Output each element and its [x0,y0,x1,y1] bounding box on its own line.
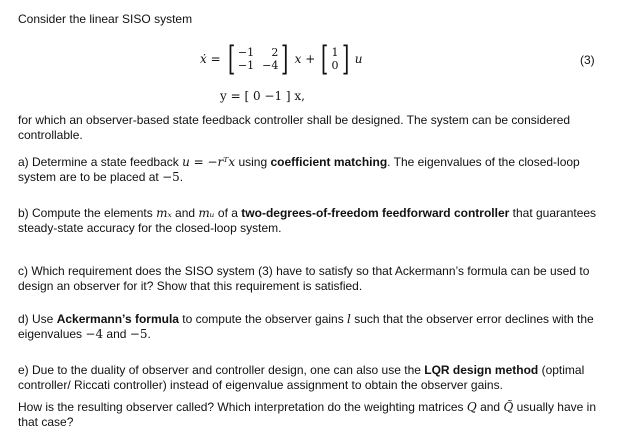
part-a-post2: . [179,170,184,184]
a12: 2 [271,46,279,59]
intro-text: Consider the linear SISO system [18,12,193,26]
part-a-feedback-law: u = −rᵀx [182,155,236,169]
equation-number: (3) [580,53,595,67]
context-text: for which an observer-based state feedback controller shall be designed. The system can be considered controllable. [18,113,571,142]
part-a-eigenvalue: −5 [162,170,180,184]
part-b-post: that guarantees steady-state accuracy for the closed-loop system. [18,206,597,235]
part-e-q: Q [466,400,477,414]
part-d-post2: . [147,327,151,341]
b1: 1 [331,46,339,59]
part-d-l: l [347,312,351,326]
part-b-bold: two-degrees-of-freedom feedforward controller [241,206,510,220]
part-a-mid: using [235,155,271,169]
part-e-pre: e) Due to the duality of observer and controller design, one can also use the [18,363,425,377]
part-d-e2: −5 [129,327,148,341]
input-term: u [354,52,363,66]
part-a [18,155,614,185]
b2: 0 [331,59,339,72]
part-b-and: and [171,206,199,220]
part-b-mu: mᵤ [198,206,215,220]
part-b-pre: b) Compute the elements [18,206,157,220]
part-d-post1: such that the observer error declines with the eigenvalues [18,312,594,341]
part-d-bold: Ackermann’s formula [56,312,179,326]
part-e-qtilde: Q̃ [503,400,514,414]
right-bracket-icon: ] [281,39,289,79]
part-e-question [18,400,614,430]
input-vector-b [332,46,339,72]
output-equation: y = [ 0 −1 ] x, [220,89,305,103]
part-d-mid: to compute the observer gains [178,312,348,326]
left-bracket-icon: [ [227,39,235,79]
a11: −1 [237,46,255,59]
part-a-pre: a) Determine a state feedback [18,155,183,169]
left-bracket-icon: [ [321,39,329,79]
part-e [18,363,614,393]
part-d-e1: −4 [85,327,104,341]
state-equation-lhs: ẋ = [200,52,221,66]
part-e-q-pre: How is the resulting observer called? Which interpretation do the weighting matrices [18,400,467,414]
part-e-bold: LQR design method [424,363,539,377]
part-c: c) Which requirement does the SISO system (3) have to satisfy so that Ackermann’s formula can be used to design an observer for it? Show that this requirement is satisfied. [18,264,590,293]
part-e-post: (optimal controller/ Riccati controller) instead of eigenvalue assignment to obtain the observer gains. [18,363,585,392]
part-e-q-post: usually have in that case? [18,400,596,429]
part-b-mid: of a [214,206,242,220]
a22: −4 [262,59,279,72]
part-b-mx: mₓ [156,206,172,220]
state-term: x + [294,52,316,66]
part-a-bold: coefficient matching [270,155,388,169]
a21: −1 [237,59,255,72]
part-d-pre: d) Use [18,312,57,326]
part-b [18,206,614,236]
right-bracket-icon: ] [341,39,349,79]
state-equation [200,39,366,79]
part-a-post1: . The eigenvalues of the closed-loop system are to be placed at [18,155,580,184]
part-d-and: and [103,327,130,341]
part-e-q-and: and [476,400,504,414]
system-matrix-a [238,46,278,72]
part-d [18,312,614,342]
